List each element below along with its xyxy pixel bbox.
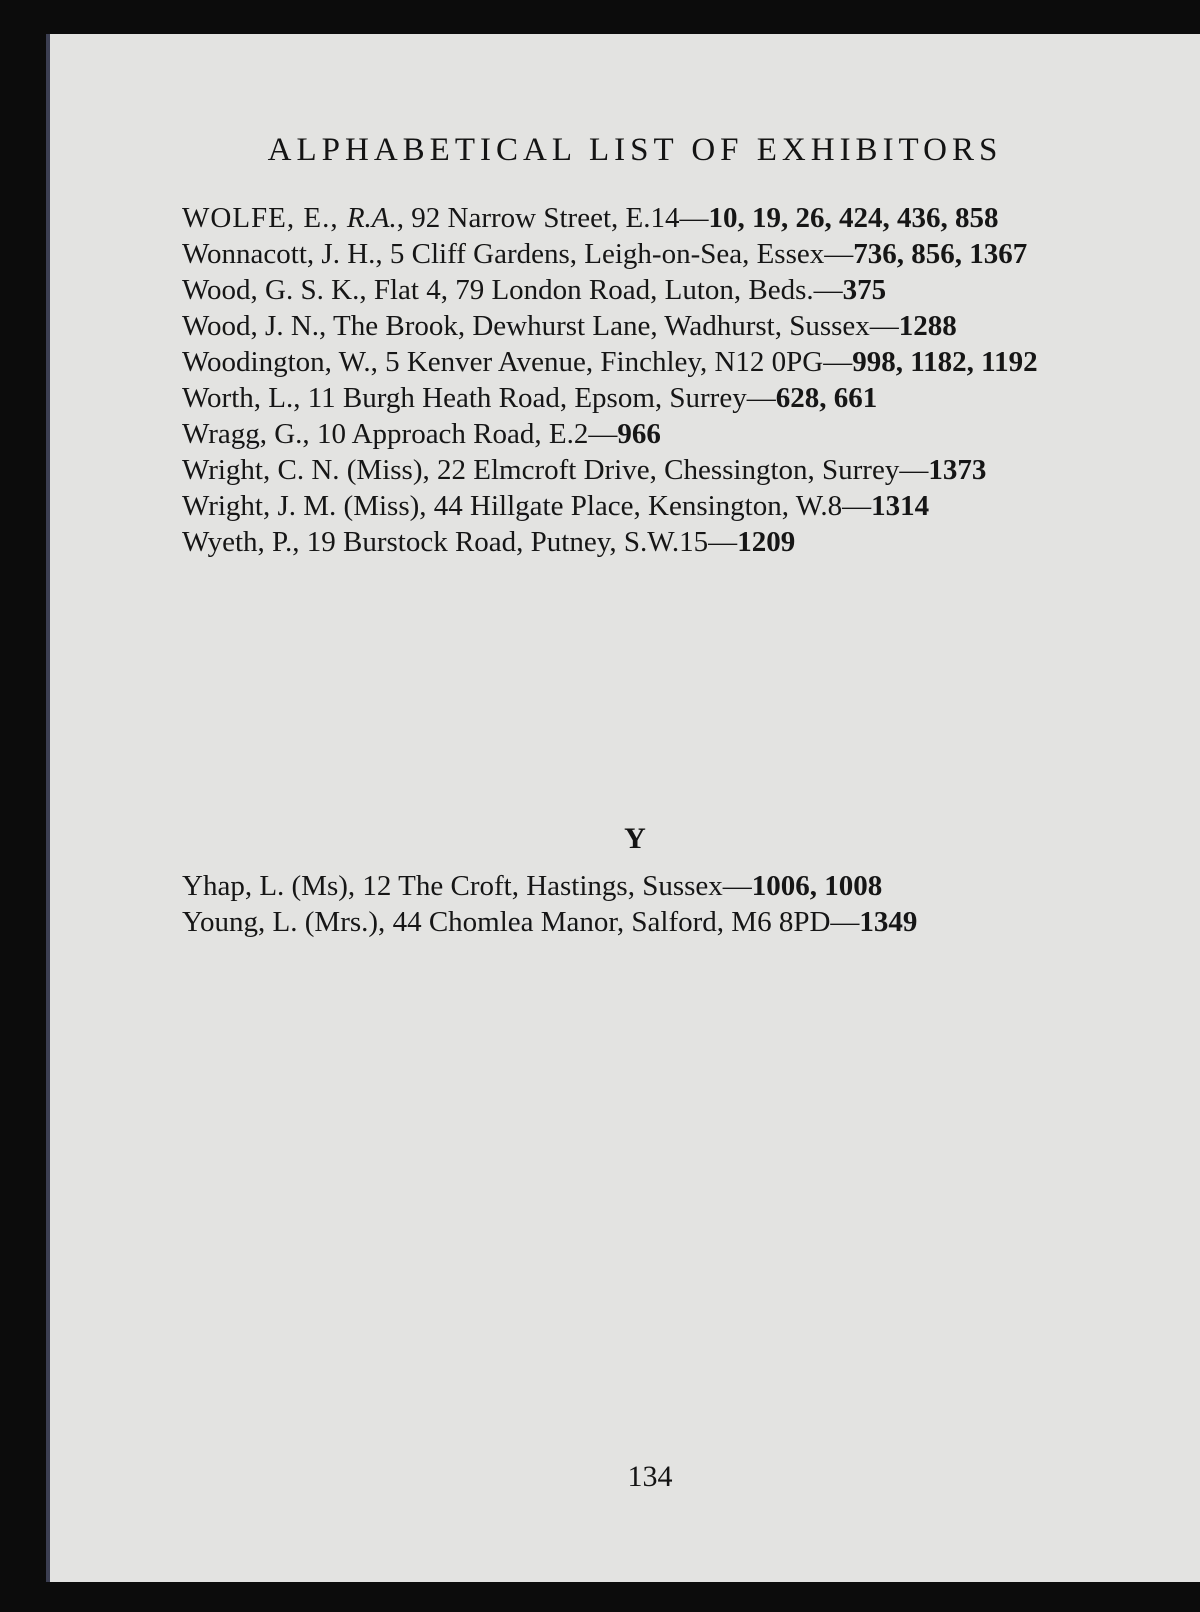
exhibitor-name: Wright, C. N. (Miss), xyxy=(182,454,437,486)
exhibitor-name: Wragg, G., xyxy=(182,418,317,450)
exhibitor-entry xyxy=(182,344,1154,380)
exhibit-numbers: 1349 xyxy=(859,906,918,938)
exhibitor-entry xyxy=(182,524,1154,560)
catalogue-page xyxy=(46,34,1200,1582)
exhibitor-address: 10 Approach Road, E.2— xyxy=(316,418,618,450)
exhibitor-name: Wright, J. M. (Miss), xyxy=(182,490,434,522)
exhibitor-entry xyxy=(182,488,1154,524)
exhibitor-entry xyxy=(182,868,1154,904)
exhibitor-address: Flat 4, 79 London Road, Luton, Beds.— xyxy=(373,274,843,306)
exhibitor-address: 22 Elmcroft Drive, Chessington, Surrey— xyxy=(437,454,929,486)
exhibit-numbers: 998, 1182, 1192 xyxy=(852,346,1038,378)
page-number: 134 xyxy=(627,1460,673,1493)
exhibitor-address: 5 Kenver Avenue, Finchley, N12 0PG— xyxy=(385,346,853,378)
exhibitor-name: WOLFE, E., xyxy=(182,202,347,234)
section-letter-heading: Y xyxy=(624,822,646,855)
exhibitor-entry xyxy=(182,416,1154,452)
exhibit-numbers: 1006, 1008 xyxy=(751,870,883,902)
exhibitor-name: Young, L. (Mrs.), xyxy=(182,906,393,938)
exhibitor-list-y xyxy=(182,868,1154,940)
exhibitor-address: 11 Burgh Heath Road, Epsom, Surrey— xyxy=(307,382,776,414)
exhibitor-list-w xyxy=(182,200,1154,560)
exhibit-numbers: 1314 xyxy=(871,490,930,522)
exhibit-numbers: 1288 xyxy=(898,310,957,342)
exhibitor-name: Wonnacott, J. H., xyxy=(182,238,390,270)
exhibitor-title: R.A. xyxy=(346,202,397,234)
exhibitor-address: The Brook, Dewhurst Lane, Wadhurst, Sussex— xyxy=(333,310,899,342)
exhibitor-entry xyxy=(182,308,1154,344)
page-heading: ALPHABETICAL LIST OF EXHIBITORS xyxy=(267,132,1003,168)
exhibit-numbers: 375 xyxy=(842,274,887,306)
exhibit-numbers: 736, 856, 1367 xyxy=(853,238,1028,270)
exhibitor-name: Worth, L., xyxy=(182,382,308,414)
exhibit-numbers: 10, 19, 26, 424, 436, 858 xyxy=(708,202,999,234)
exhibit-numbers: 1209 xyxy=(737,526,796,558)
exhibitor-name: Woodington, W., xyxy=(182,346,386,378)
exhibitor-address: , 92 Narrow Street, E.14— xyxy=(396,202,709,234)
exhibitor-entry xyxy=(182,380,1154,416)
exhibit-numbers: 628, 661 xyxy=(775,382,878,414)
exhibit-numbers: 966 xyxy=(617,418,661,450)
exhibit-numbers: 1373 xyxy=(928,454,987,486)
exhibitor-name: Yhap, L. (Ms), xyxy=(182,870,363,902)
exhibitor-entry xyxy=(182,272,1154,308)
exhibitor-name: Wood, J. N., xyxy=(182,310,334,342)
exhibitor-address: 5 Cliff Gardens, Leigh-on-Sea, Essex— xyxy=(389,238,854,270)
exhibitor-name: Wood, G. S. K., xyxy=(182,274,374,306)
exhibitor-entry xyxy=(182,200,1154,236)
exhibitor-entry xyxy=(182,236,1154,272)
exhibitor-entry xyxy=(182,452,1154,488)
exhibitor-entry xyxy=(182,904,1154,940)
exhibitor-address: 44 Hillgate Place, Kensington, W.8— xyxy=(433,490,872,522)
exhibitor-address: 44 Chomlea Manor, Salford, M6 8PD— xyxy=(392,906,860,938)
exhibitor-address: 19 Burstock Road, Putney, S.W.15— xyxy=(306,526,738,558)
exhibitor-name: Wyeth, P., xyxy=(182,526,307,558)
exhibitor-address: 12 The Croft, Hastings, Sussex— xyxy=(362,870,752,902)
